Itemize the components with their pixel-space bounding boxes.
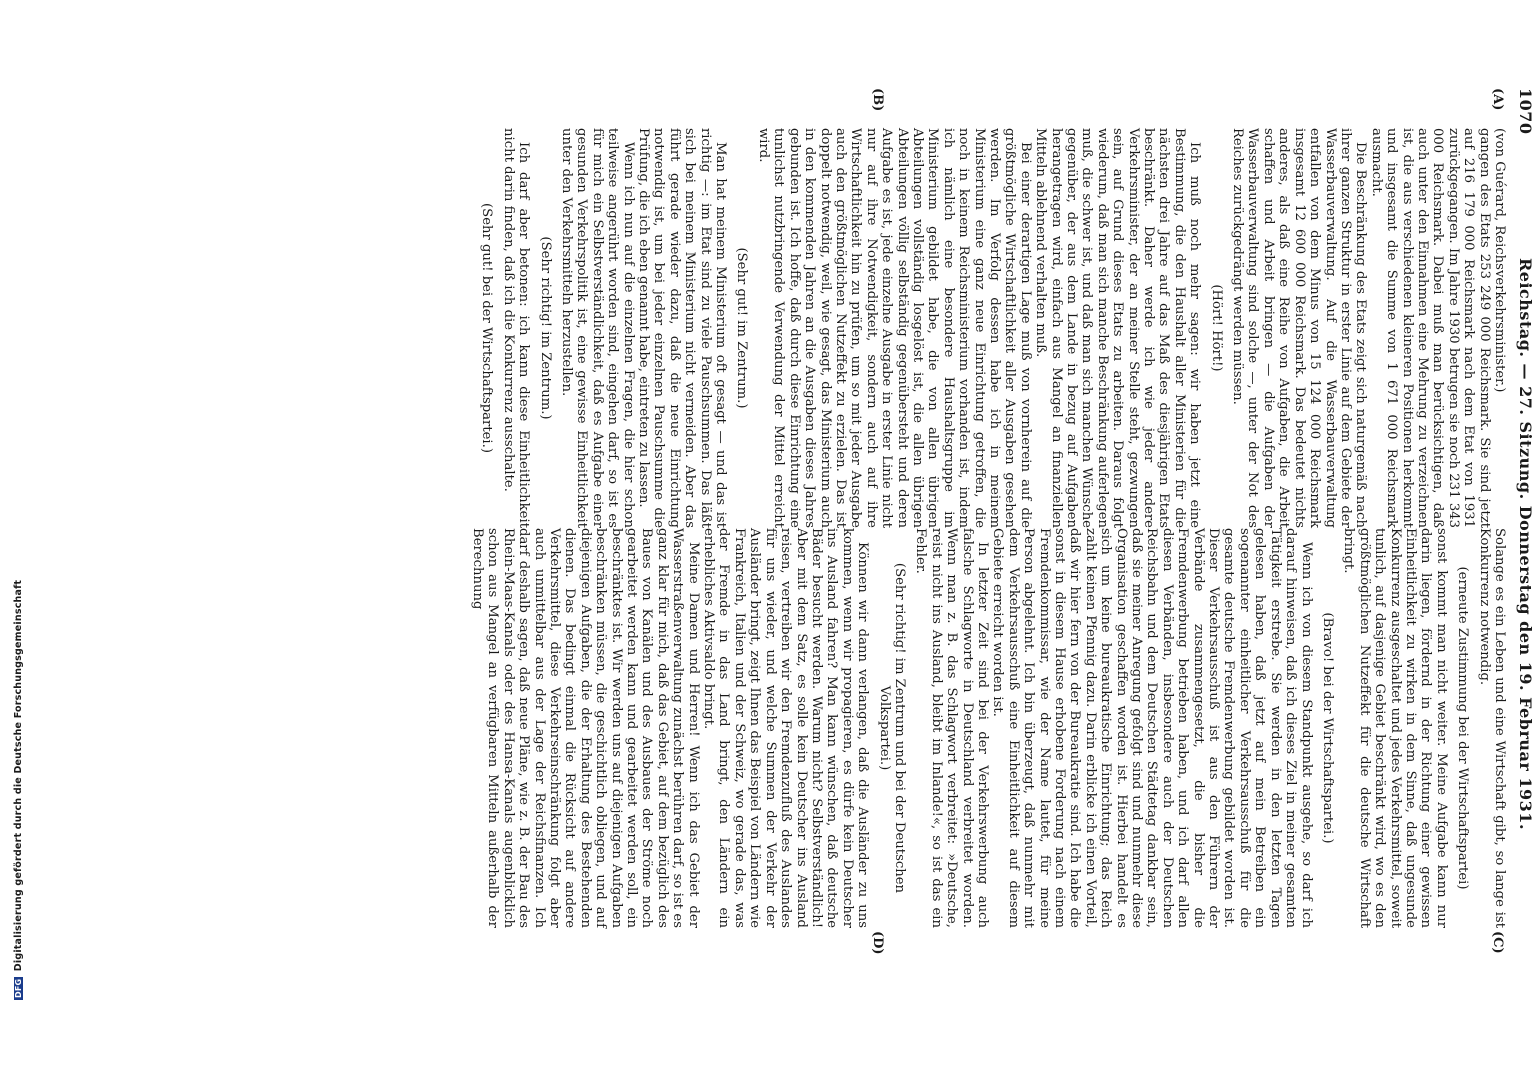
interjection: (Hört! Hört!) (1208, 284, 1224, 372)
rotated-page-content (115, 88, 1535, 1088)
paragraph: Ich darf aber betonen: ich kann diese Einheitlichkeit nicht darin finden, daß ich die Konkurrenz ausschalte. (500, 128, 532, 528)
page-title: Reichstag. — 27. Sitzung. Donnerstag den 19. Februar 1931. (1516, 258, 1535, 831)
paragraph: (von Guérard, Reichsverkehrsminister.) (1492, 128, 1507, 393)
paragraph: Solange es ein Leben und eine Wirtschaft gibt, so lange ist Konkurrenz notwendig. (1476, 528, 1507, 928)
paragraph: Können wir dann verlangen, daß die Ausländer zu uns kommen, wenn wir propagieren, es dürfe kein Deutscher ins Ausland fahren? Man kann wünschen, daß deutsche Bäder besucht werden. Warum nicht? Selbstverständlich! Aber mit dem Satz, es solle kein Deutscher ins Ausland reisen, vertreiben wir den Fremdenzufluß des Auslandes für uns wieder, und welche Summen der Verkehr der Ausländer bringt, zeigt Ihnen das Beispiel von Ländern wie Frankreich, Italien und der Schweiz, wo gerade das, was der Fremde in das Land bringt, den Ländern ein erhebliches Aktivsaldo bringt. (701, 528, 871, 928)
digitization-credit (0, 0, 24, 1000)
paragraph: Wenn ich nun auf die einzelnen Fragen, die hier schon teilweise angerührt worden sind, eingehen darf, so ist es für mich ein Selbstverständlichkeit, daß es Aufgabe einer gesunden Verkehrspolitik ist, eine gewisse Einheitlichkeit unter den Verkehrsmitteln herzustellen. (559, 128, 636, 528)
page-number: 1070 (1516, 88, 1535, 135)
paragraph: Die Beschränkung des Etats zeigt sich naturgemäß nach ihrer ganzen Struktur in erster Linie auf dem Gebiete der Wasserbauverwaltung. Auf die Wasserbauverwaltung entfallen von dem Minus von 15 124 000 Reichsmark insgesamt 12 600 000 Reichsmark. Das bedeutet nichts anderes, als daß eine Reihe von Aufgaben, die Arbeit schaffen und Arbeit bringen — die Aufgaben der Wasserbauverwaltung sind solche —, unter der Not des Reiches zurückgedrängt werden müssen. (1230, 128, 1369, 528)
paragraph: Ich muß noch mehr sagen: wir haben jetzt eine Bestimmung, die den Haushalt aller Ministerien für die nächsten drei Jahre auf das Maß des diesjährigen Etats beschränkt. Daher werde ich wie jeder andere Verkehrsminister, der an meiner Stelle steht, gezwungen sein, auf Grund dieses Etats zu arbeiten. Daraus folgt wiederum, daß man sich manche Beschränkung auferlegen muß, die schwer ist, und daß man sich manchen Wünsche gegenüber, der aus dem Lande in bezug auf Aufgaben herangetragen wird, einfach aus Mangel an finanziellen Mitteln ablehnend verhalten muß. (1033, 128, 1203, 528)
interjection: (Sehr gut! im Zentrum.) (734, 247, 750, 409)
paragraph: In letzter Zeit sind bei der Verkehrswerbung auch falsche Schlagworte in Deutschland verbreitet worden. Wenn man z. B. das Schlagwort verbreitet: »Deutsche, reist nicht ins Ausland, bleibt im Inlande!«, so ist das ein Fehler. (913, 528, 990, 928)
interjection: (Sehr richtig! im Zentrum.) (537, 236, 553, 420)
credit-text: Digitalisierung gefördert durch die Deutsche Forschungsgemeinschaft (13, 579, 24, 972)
interjection: (Sehr richtig! im Zentrum und bei der Deutschen Volkspartei.) (876, 562, 907, 894)
paragraph: sonst kommt man nicht weiter. Meine Aufgabe kann nur darin liegen, fördernd in der Richtung einer gewissen Einheitlichkeit zu wirken in dem Sinne, daß ungesunde Konkurrenz ausgeschaltet und jedes Verkehrsmittel, soweit tunlich, auf dasjenige Gebiet beschränkt wird, wo es den größtmöglichen Nutzeffekt für die deutsche Wirtschaft bringt. (1341, 528, 1449, 928)
paragraph: Man hat meinem Ministerium oft gesagt — und das ist richtig —: im Etat sind zu viele Pauschsummen. Das läßt sich bei meinem Ministerium nicht vermeiden. Aber das führt gerade wieder dazu, daß die neue Einrichtung notwendig ist, um bei jeder einzelnen Pauschsumme die Prüfung, die ich eben genannt habe, eintreten zu lassen. (636, 128, 729, 528)
right-column (470, 528, 1507, 928)
interjection: (erneute Zustimmung bei der Wirtschaftspartei) (1455, 566, 1471, 890)
paragraph: Wenn ich von diesem Standpunkt ausgehe, so darf ich darauf hinweisen, daß ich dieses Ziel in meiner gesamten Tätigkeit erstrebe. Sie werden in den letzten Tagen gelesen haben, daß jetzt auf mein Betreiben ein sogenannter einheitlicher Verkehrsausschuß für die gesamte deutsche Fremdenwerbung gebildet worden ist. Dieser Verkehrsausschuß ist aus den Führern der Verbände zusammengesetzt, die bisher die Fremdenwerbung betrieben haben, und ich darf allen diesen Verbänden, insbesondere auch der Deutschen Reichsbahn und dem Deutschen Städtetag dankbar sein, daß sie meiner Anregung gefolgt sind und nunmehr diese Organisation geschaffen worden ist. Hierbei handelt es sich um keine bureaukratische Einrichtung; das Reich zahlt keinen Pfennig dazu. Darin erblicke ich einen Vorteil, daß wir hier fern von der Bureaukratie sind. Ich habe die sonst in diesem Hause erhobene Forderung nach einem Fremdenkommissar, wie der Name lautet, für meine Person abgelehnt. Ich bin überzeugt, daß nunmehr mit dem Verkehrsausschuß eine Einheitlichkeit auf diesem Gebiete erreicht worden ist. (990, 528, 1314, 928)
paragraph: Bei einer derartigen Lage muß von vornherein auf die größtmögliche Wirtschaftlichkeit aller Ausgaben gesehen werden. Im Verfolg dessen habe ich in meinem Ministerium eine ganz neue Einrichtung getroffen, die noch in keinem Reichsministerium vorhanden ist, indem ich nämlich eine besondere Haushaltsgruppe im Ministerium gebildet habe, die von allen übrigen Abteilungen vollständig losgelöst ist, die allen übrigen Abteilungen völlig selbständig gegenübersteht und deren Aufgabe es ist, jede einzelne Ausgabe in erster Linie nicht nur auf ihre Notwendigkeit, sondern auch auf ihre Wirtschaftlichkeit hin zu prüfen, um so mit jeder Ausgabe auch den größtmöglichen Nutzeffekt zu erzielen. Das ist doppelt notwendig, weil, wie gesagt, das Ministerium auch in den kommenden Jahren an die Ausgaben dieses Jahres gebunden ist. Ich hoffe, daß durch diese Einrichtung eine tunlichst nutzbringende Verwendung der Mittel erreicht wird. (755, 128, 1033, 528)
paragraph: Meine Damen und Herren! Wenn ich das Gebiet der Wasserstraßenverwaltung zunächst berühren darf, so ist es ganz klar für mich, daß das Gebiet, auf dem bezüglich des Baues von Kanälen und des Ausbaues der Ströme noch gearbeitet werden kann und gearbeitet werden soll, ein beschränktes ist. Wir werden uns auf diejenigen Aufgaben beschränken müssen, die geschichtlich obliegen, und auf diejenigen Aufgaben, die der Erhaltung des Bestehenden dienen. Das bedingt einmal die Rücksicht auf andere Verkehrsmittel, diese Verkehrseinschränkung folgt aber auch unmittelbar aus der Lage der Reichsfinanzen. Ich darf deshalb sagen, daß neue Pläne, wie z. B. der Bau des Rhein-Maas-Kanals oder des Hansa-Kanals augenblicklich schon aus Mangel an verfügbaren Mitteln außerhalb der Berechnung (470, 528, 701, 928)
margin-mark-a: (A) (1490, 88, 1505, 111)
interjection: (Bravo! bei der Wirtschaftspartei.) (1319, 612, 1335, 844)
dfg-logo: DFG (14, 978, 23, 998)
paragraph: gangen des Etats 253 249 000 Reichsmark. Sie sind jetzt auf 216 179 000 Reichsmark nach dem Etat von 1931 zurückgegangen. Im Jahre 1930 betrugen sie noch 231 343 000 Reichsmark. Dabei muß man berücksichtigen, daß auch unter den Einnahmen eine Mehrung zu verzeichnen ist, die aus verschiedenen kleineren Positionen herkommt und insgesamt die Summe von 1 671 000 Reichsmark ausmacht. (1368, 128, 1492, 528)
margin-mark-c: (C) (1490, 931, 1505, 954)
page-header (1513, 88, 1535, 888)
interjection: (Sehr gut! bei der Wirtschaftspartei.) (479, 203, 495, 453)
margin-mark-d: (D) (870, 931, 885, 955)
margin-mark-b: (B) (870, 88, 885, 112)
left-column (473, 128, 1507, 528)
